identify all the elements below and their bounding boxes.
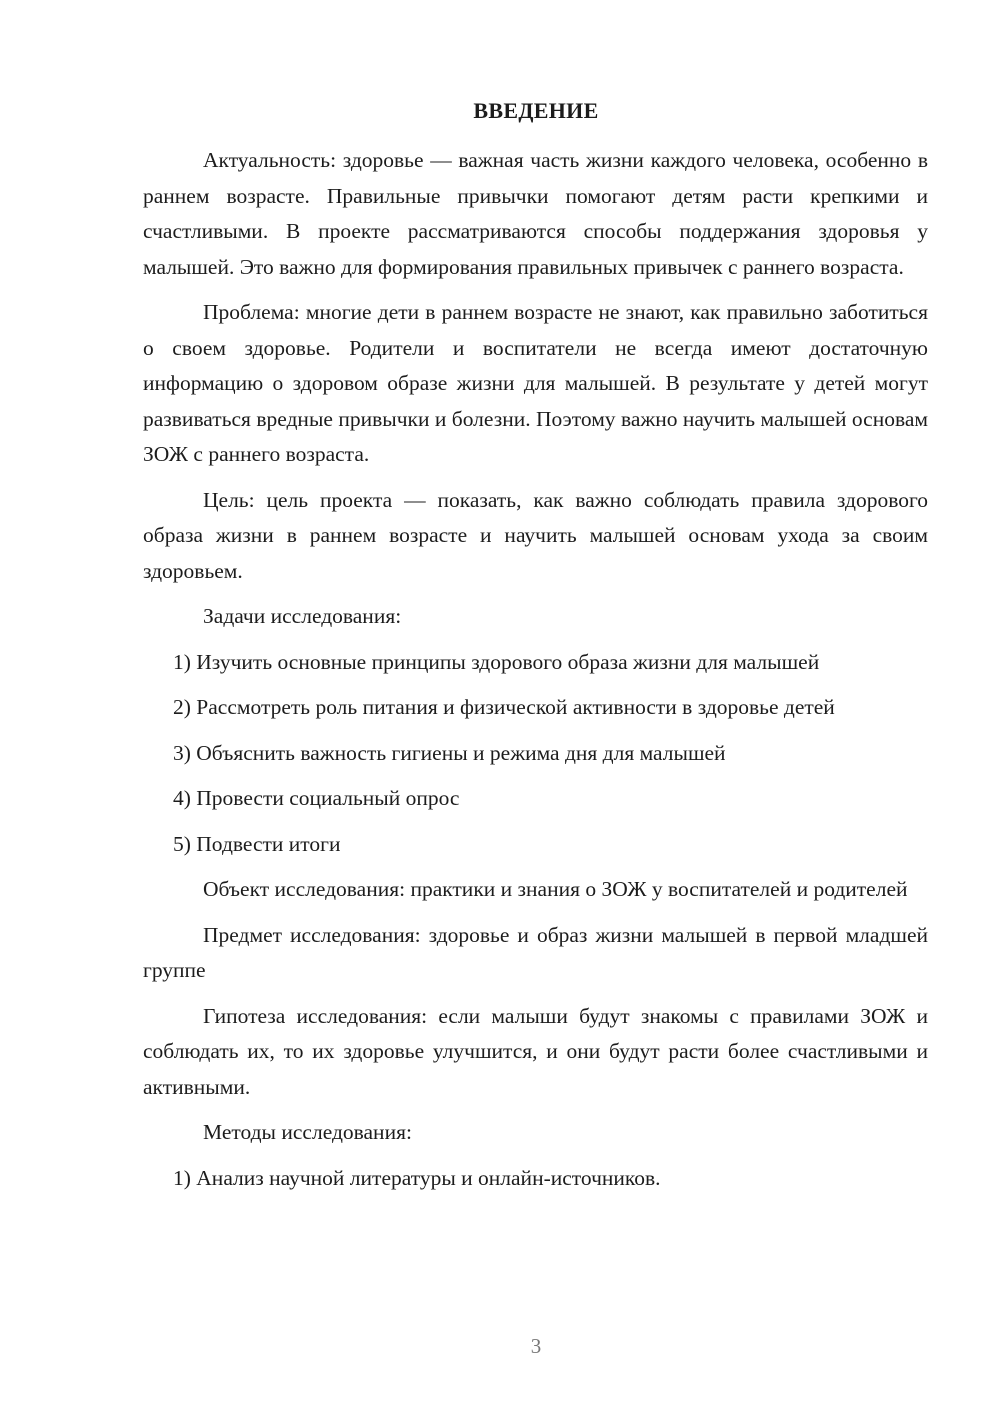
body-text [143, 143, 928, 1206]
paragraph-methods-heading: Методы исследования: [203, 1120, 412, 1144]
paragraph-relevance: Актуальность: здоровье — важная часть жизни каждого человека, особенно в раннем возрасте. Правильные привычки помогают детям расти крепкими и счастливыми. В проекте рассматриваются способы поддержания здоровья у малышей. Это важно для формирования правильных привычек с раннего возраста. [143, 148, 928, 279]
list-item-method-1: 1) Анализ научной литературы и онлайн-источников. [173, 1165, 661, 1190]
list-item-task-5: 5) Подвести итоги [173, 831, 341, 856]
section-heading: ВВЕДЕНИЕ [473, 98, 599, 123]
paragraph-tasks-heading: Задачи исследования: [203, 604, 402, 628]
paragraph-subject: Предмет исследования: здоровье и образ жизни малышей в первой младшей группе [143, 922, 928, 982]
list-item-task-1: 1) Изучить основные принципы здорового образа жизни для малышей [173, 649, 820, 674]
list-item-task-2: 2) Рассмотреть роль питания и физической активности в здоровье детей [173, 695, 835, 719]
paragraph-object: Объект исследования: практики и знания о ЗОЖ у воспитателей и родителей [203, 877, 908, 901]
page-number: 3 [530, 1334, 542, 1358]
list-item-task-4: 4) Провести социальный опрос [173, 786, 460, 810]
list-item-task-3: 3) Объяснить важность гигиены и режима дня для малышей [173, 740, 726, 765]
paragraph-problem: Проблема: многие дети в раннем возрасте не знают, как правильно заботиться о своем здоровье. Родители и воспитатели не всегда имеют достаточную информацию о здоровом образе жизни для малышей. В результате у детей могут развиваться вредные привычки и болезни. Поэтому важно научить малышей основам ЗОЖ с раннего возраста. [143, 300, 928, 466]
paragraph-hypothesis: Гипотеза исследования: если малыши будут знакомы с правилами ЗОЖ и соблюдать их, то их здоровье улучшится, и они будут расти более счастливыми и активными. [143, 1003, 928, 1099]
paragraph-goal: Цель: цель проекта — показать, как важно соблюдать правила здорового образа жизни в раннем возрасте и научить малышей основам ухода за своим здоровьем. [143, 487, 928, 583]
